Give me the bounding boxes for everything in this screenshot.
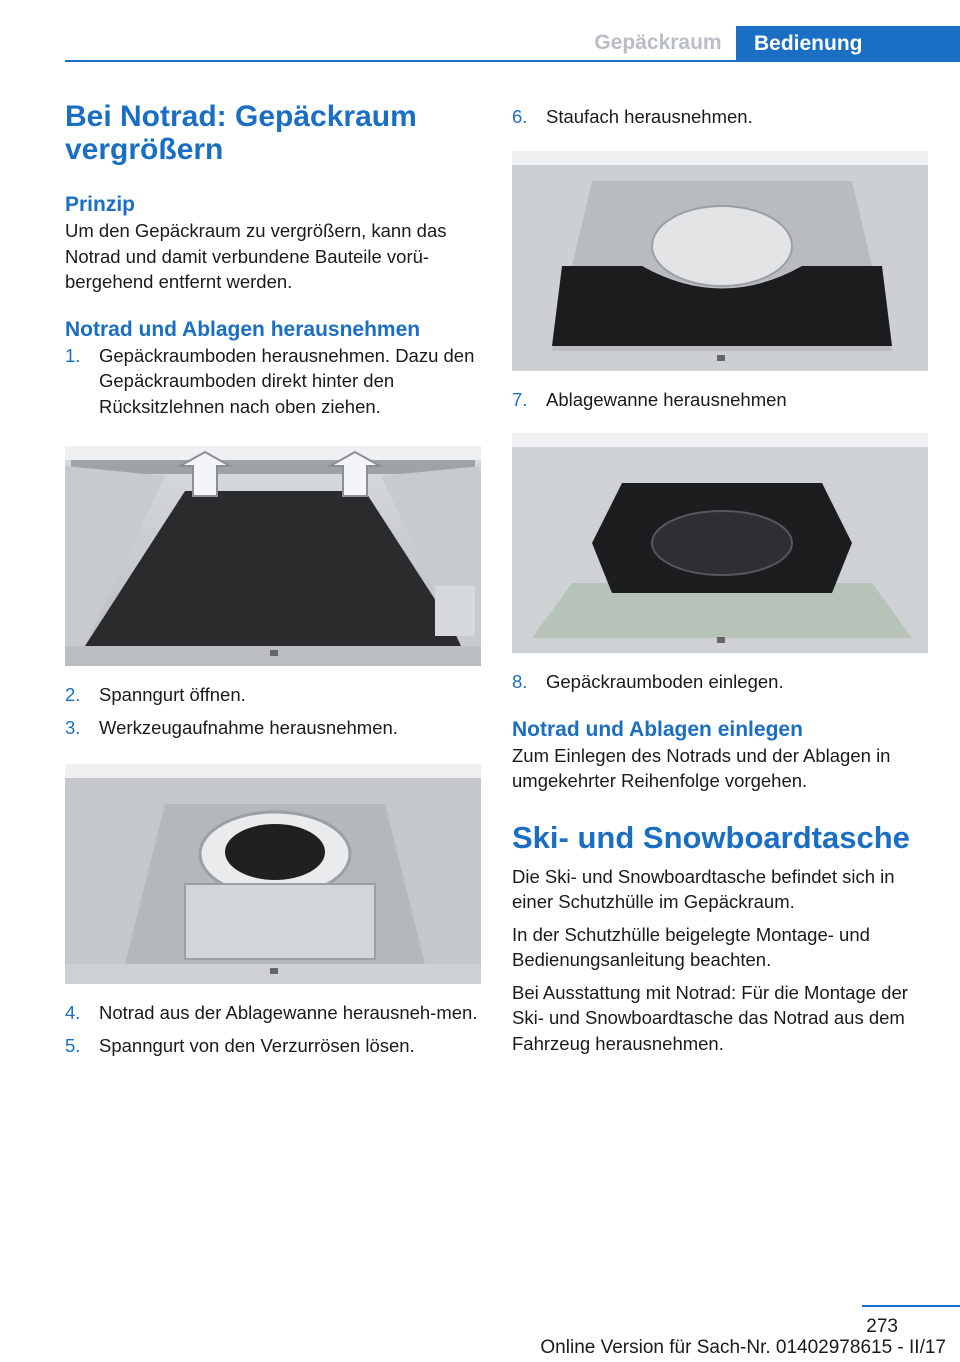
principle-heading: Prinzip bbox=[65, 193, 136, 216]
tool-holder-photo bbox=[65, 764, 481, 984]
list-item: 6. Staufach herausnehmen. bbox=[512, 106, 753, 127]
list-item: 5. Spanngurt von den Verzurrösen lösen. bbox=[65, 1034, 415, 1056]
step-list-5 bbox=[512, 387, 928, 413]
list-item: 4. Notrad aus der Ablagewanne herausneh-men. bbox=[65, 1002, 478, 1023]
footer-rule bbox=[862, 1305, 960, 1307]
principle-text: Um den Gepäckraum zu vergrößern, kann das Notrad und damit verbundene Bauteile vorü-bergehend entfernt werden. bbox=[65, 220, 447, 292]
page-number: 273 bbox=[866, 1316, 898, 1337]
ski-paragraph-1: Die Ski- und Snowboardtasche befindet sich in einer Schutzhülle im Gepäckraum. bbox=[512, 865, 895, 912]
insert-heading: Notrad und Ablagen einlegen bbox=[512, 717, 803, 741]
list-item: 3. Werkzeugaufnahme herausnehmen. bbox=[65, 716, 398, 738]
storage-tray-photo bbox=[512, 433, 928, 653]
list-item: 7. Ablagewanne herausnehmen bbox=[512, 388, 787, 410]
section-tab: Gepäckraum bbox=[594, 31, 722, 54]
trunk-floor-photo bbox=[65, 446, 481, 666]
step-list-4 bbox=[512, 104, 928, 130]
storage-compartment-photo bbox=[512, 151, 928, 371]
list-item: 1. Gepäckraumboden herausnehmen. Dazu den Gepäckraumboden direkt hinter den Rücksitzlehnen nach oben ziehen. bbox=[65, 344, 475, 417]
step-list-1 bbox=[65, 343, 481, 420]
list-item: 8. Gepäckraumboden einlegen. bbox=[512, 671, 784, 692]
header-rule bbox=[65, 60, 960, 62]
chapter-tab: Bedienung bbox=[736, 26, 960, 62]
step-list-3 bbox=[65, 1000, 481, 1058]
removal-heading: Notrad und Ablagen herausnehmen bbox=[65, 317, 421, 341]
step-list-2 bbox=[65, 682, 481, 740]
step-list-6 bbox=[512, 669, 928, 695]
ski-paragraph-2: In der Schutzhülle beigelegte Montage- und Bedienungsanleitung beachten. bbox=[512, 923, 870, 970]
page-title: Bei Notrad: Gepäckraum vergrößern bbox=[65, 100, 417, 166]
list-item: 2. Spanngurt öffnen. bbox=[65, 684, 246, 705]
ski-heading: Ski- und Snowboardtasche bbox=[512, 819, 910, 855]
ski-paragraph-3: Bei Ausstattung mit Notrad: Für die Montage der Ski- und Snowboardtasche das Notrad aus dem Fahrzeug herausnehmen. bbox=[512, 981, 908, 1054]
left-column bbox=[65, 100, 481, 1058]
footer-note: Online Version für Sach-Nr. 01402978615 - II/17 bbox=[540, 1337, 946, 1358]
right-column bbox=[512, 104, 928, 1056]
insert-text: Zum Einlegen des Notrads und der Ablagen in umgekehrter Reihenfolge vorgehen. bbox=[512, 744, 891, 791]
